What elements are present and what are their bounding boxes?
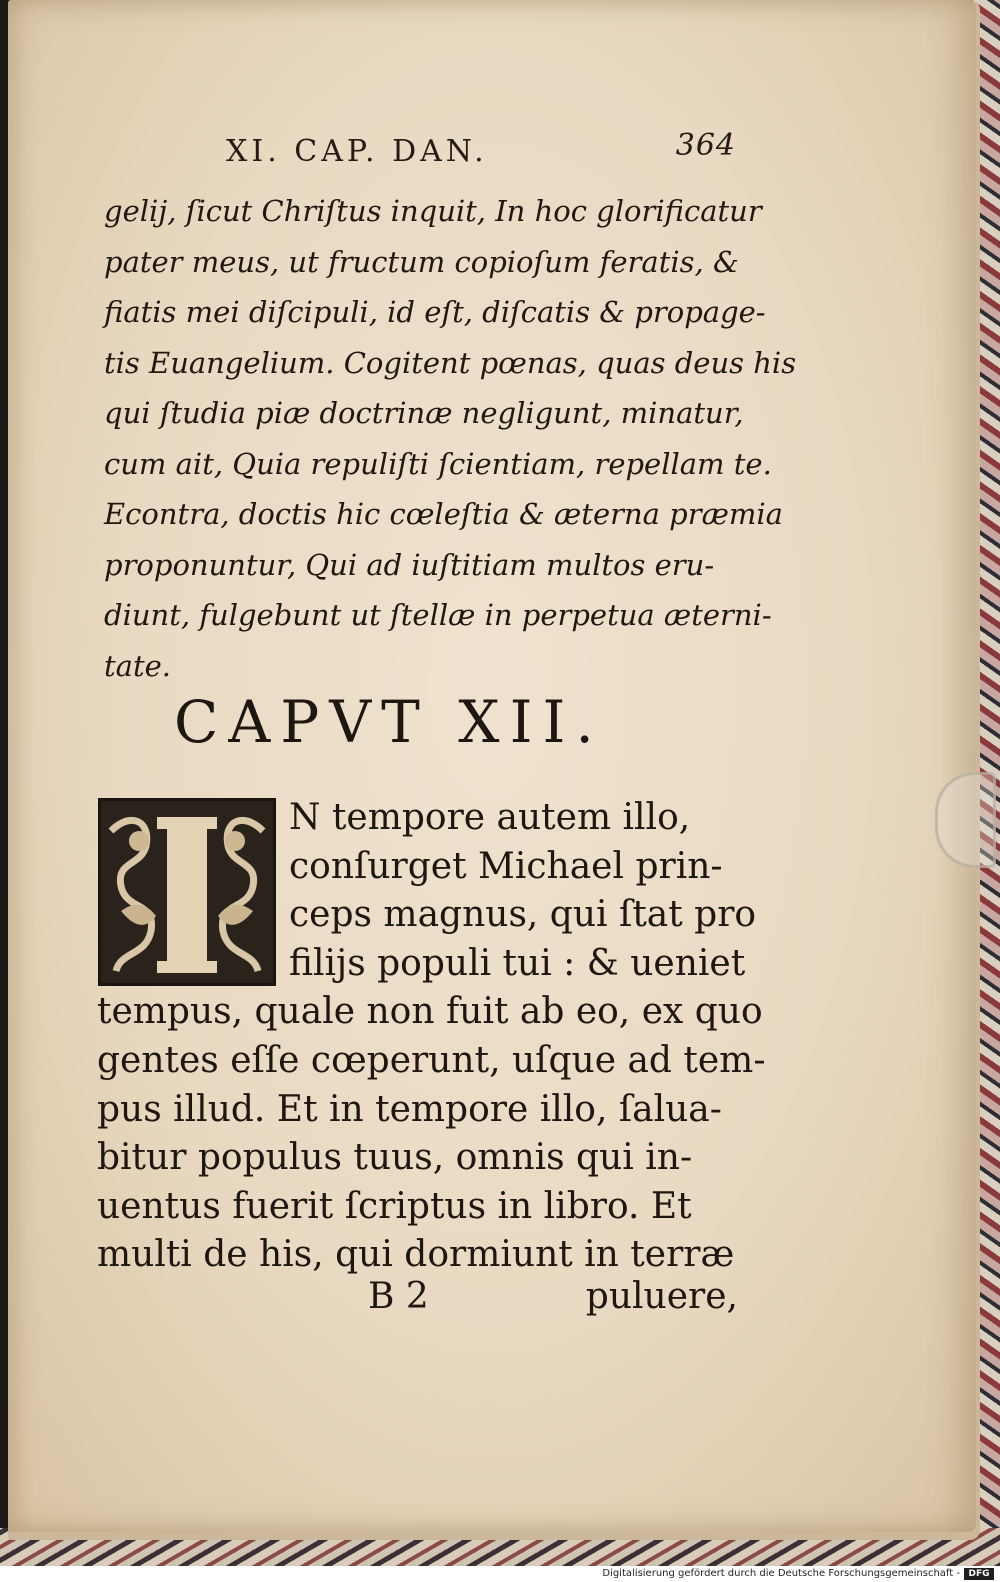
digitization-footer (0, 1566, 1000, 1582)
text-line: cum ait, Quia repuliſti ſcientiam, repellam te. (104, 446, 772, 481)
signature-mark: B 2 (368, 1276, 429, 1317)
text-line: bitur populus tuus, omnis qui in- (97, 1137, 693, 1179)
text-line: uentus fuerit ſcriptus in libro. Et (97, 1185, 692, 1227)
book-page (8, 0, 976, 1532)
funding-credit: Digitalisierung gefördert durch die Deutsche Forschungsgemeinschaft - (602, 1568, 960, 1579)
text-line: conſurget Michael prin- (289, 845, 723, 887)
text-line: diunt, fulgebunt ut ſtellæ in perpetua æterni- (104, 598, 772, 632)
page-clip (935, 772, 996, 868)
text-line: qui ſtudia piæ doctrinæ negligunt, minatur, (104, 396, 744, 430)
text-line: Econtra, doctis hic cœleſtia & æterna præmia (104, 497, 783, 531)
text-line: tempus, quale non fuit ab eo, ex quo (97, 991, 763, 1033)
text-line: ceps magnus, qui ſtat pro (289, 894, 757, 936)
catchword: puluere, (585, 1276, 738, 1317)
text-line: multi de his, qui dormiunt in terræ (97, 1234, 735, 1276)
running-head (226, 128, 736, 174)
text-line: gentes eſſe cœperunt, uſque ad tem- (97, 1039, 766, 1081)
text-line: fiatis mei diſcipuli, id eſt, diſcatis & propage- (104, 295, 766, 329)
text-line: tate. (104, 648, 171, 683)
running-head-title: XI. CAP. DAN. (226, 134, 488, 169)
text-line: tis Euangelium. Cogitent pœnas, quas deus his (104, 345, 797, 380)
chapter-heading: CAPVT XII. (174, 688, 604, 756)
italic-passage (104, 186, 797, 691)
roman-passage (97, 794, 766, 1280)
text-line: pater meus, ut fructum copioſum feratis, & (104, 244, 739, 279)
page-stack (8, 0, 980, 1540)
text-line: N tempore autem illo, (289, 797, 691, 838)
page-number: 364 (675, 128, 736, 163)
text-line: filijs populi tui : & ueniet (289, 942, 746, 984)
text-line: gelij, ſicut Chriſtus inquit, In hoc glorificatur (104, 194, 762, 228)
catch-line (368, 1276, 738, 1326)
text-line: pus illud. Et in tempore illo, ſalua- (97, 1088, 722, 1130)
dfg-logo: DFG (964, 1568, 994, 1580)
text-line: proponuntur, Qui ad iuſtitiam multos eru- (104, 547, 715, 582)
